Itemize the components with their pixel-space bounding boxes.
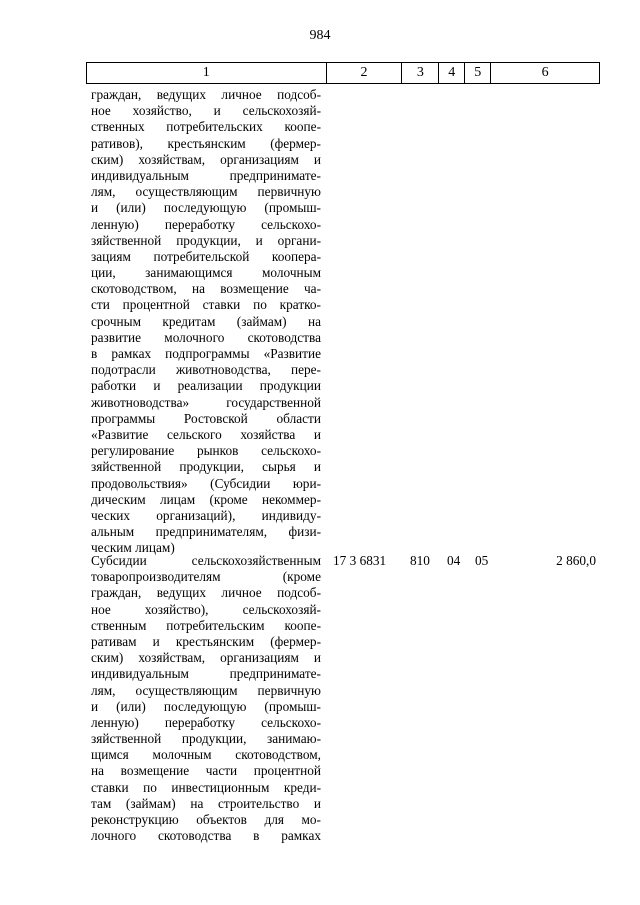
text-line: там (займам) на строительство и bbox=[91, 795, 321, 811]
text-line: индивидуальным предпринимате- bbox=[91, 167, 321, 183]
text-line: срочным кредитам (займам) на bbox=[91, 313, 321, 329]
header-col-3: 3 bbox=[402, 63, 439, 83]
text-line: и (или) последующую (промыш- bbox=[91, 698, 321, 714]
text-line: зациям потребительской коопера- bbox=[91, 248, 321, 264]
row2-code: 17 3 6831 bbox=[333, 553, 387, 568]
text-line: ции, занимающимся молочным bbox=[91, 265, 321, 281]
text-line: сти процентной ставки по кратко- bbox=[91, 297, 321, 313]
text-line: «Развитие сельского хозяйства и bbox=[91, 426, 321, 442]
header-col-6: 6 bbox=[491, 63, 600, 83]
header-col-4: 4 bbox=[439, 63, 465, 83]
text-line: лочного скотоводства в рамках bbox=[91, 828, 321, 844]
text-line: товаропроизводителям (кроме bbox=[91, 569, 321, 585]
text-line: ственных потребительских коопе- bbox=[91, 119, 321, 135]
table-header bbox=[86, 62, 600, 84]
text-line: Субсидии сельскохозяйственным bbox=[91, 553, 321, 568]
text-line: ное хозяйство, и сельскохозяй- bbox=[91, 103, 321, 119]
text-line: граждан, ведущих личное подсоб- bbox=[91, 585, 321, 601]
text-line: развитие молочного скотоводства bbox=[91, 329, 321, 345]
row2-rz: 04 bbox=[447, 553, 461, 568]
text-line: скотоводством, на возмещение ча- bbox=[91, 281, 321, 297]
header-col-5: 5 bbox=[465, 63, 491, 83]
text-line: зяйственной продукции, занимаю- bbox=[91, 731, 321, 747]
text-line: дическим лицам (кроме некоммер- bbox=[91, 491, 321, 507]
text-line: индивидуальным предпринимате- bbox=[91, 666, 321, 682]
text-line: ственным потребительским коопе- bbox=[91, 617, 321, 633]
text-line: подотрасли животноводства, пере- bbox=[91, 362, 321, 378]
text-line: ческим лицам) bbox=[91, 540, 175, 556]
text-line: продовольствия» (Субсидии юри- bbox=[91, 475, 321, 491]
text-line: программы Ростовской области bbox=[91, 410, 321, 426]
text-line: ленную) переработку сельскохо- bbox=[91, 216, 321, 232]
text-line: зяйственной продукции, и органи- bbox=[91, 232, 321, 248]
text-line: животноводства» государственной bbox=[91, 394, 321, 410]
text-line: регулирование рынков сельскохо- bbox=[91, 443, 321, 459]
header-col-1: 1 bbox=[87, 63, 327, 83]
text-line: лям, осуществляющим первичную bbox=[91, 682, 321, 698]
header-col-2: 2 bbox=[327, 63, 403, 83]
text-line: ским) хозяйствам, организациям и bbox=[91, 151, 321, 167]
text-line: реконструкцию объектов для мо- bbox=[91, 812, 321, 827]
text-line: ческих организаций), индивиду- bbox=[91, 507, 321, 523]
text-line: альным предпринимателям, физи- bbox=[91, 524, 321, 540]
text-line: ративам и крестьянским (фермер- bbox=[91, 633, 321, 649]
row2-kvr: 810 bbox=[410, 553, 430, 568]
row2-sum: 2 860,0 bbox=[556, 553, 596, 568]
row1-description bbox=[91, 87, 321, 556]
row2-description bbox=[91, 553, 321, 844]
page-number: 984 bbox=[309, 28, 331, 43]
text-line: ставки по инвестиционным креди- bbox=[91, 779, 321, 795]
text-line: щимся молочным скотоводством, bbox=[91, 747, 321, 763]
text-line: лям, осуществляющим первичную bbox=[91, 184, 321, 200]
text-line: зяйственной продукции, сырья и bbox=[91, 459, 321, 475]
text-line: работки и реализации продукции bbox=[91, 378, 321, 394]
text-line: и (или) последующую (промыш- bbox=[91, 200, 321, 216]
text-line: ским) хозяйствам, организациям и bbox=[91, 650, 321, 666]
text-line: граждан, ведущих личное подсоб- bbox=[91, 87, 321, 102]
text-line: в рамках подпрограммы «Развитие bbox=[91, 346, 321, 361]
text-line: на возмещение части процентной bbox=[91, 763, 321, 779]
text-line: ративов), крестьянским (фермер- bbox=[91, 135, 321, 151]
text-line: ное хозяйство), сельскохозяй- bbox=[91, 601, 321, 617]
text-line: ленную) переработку сельскохо- bbox=[91, 714, 321, 730]
row2-pr: 05 bbox=[475, 553, 489, 568]
